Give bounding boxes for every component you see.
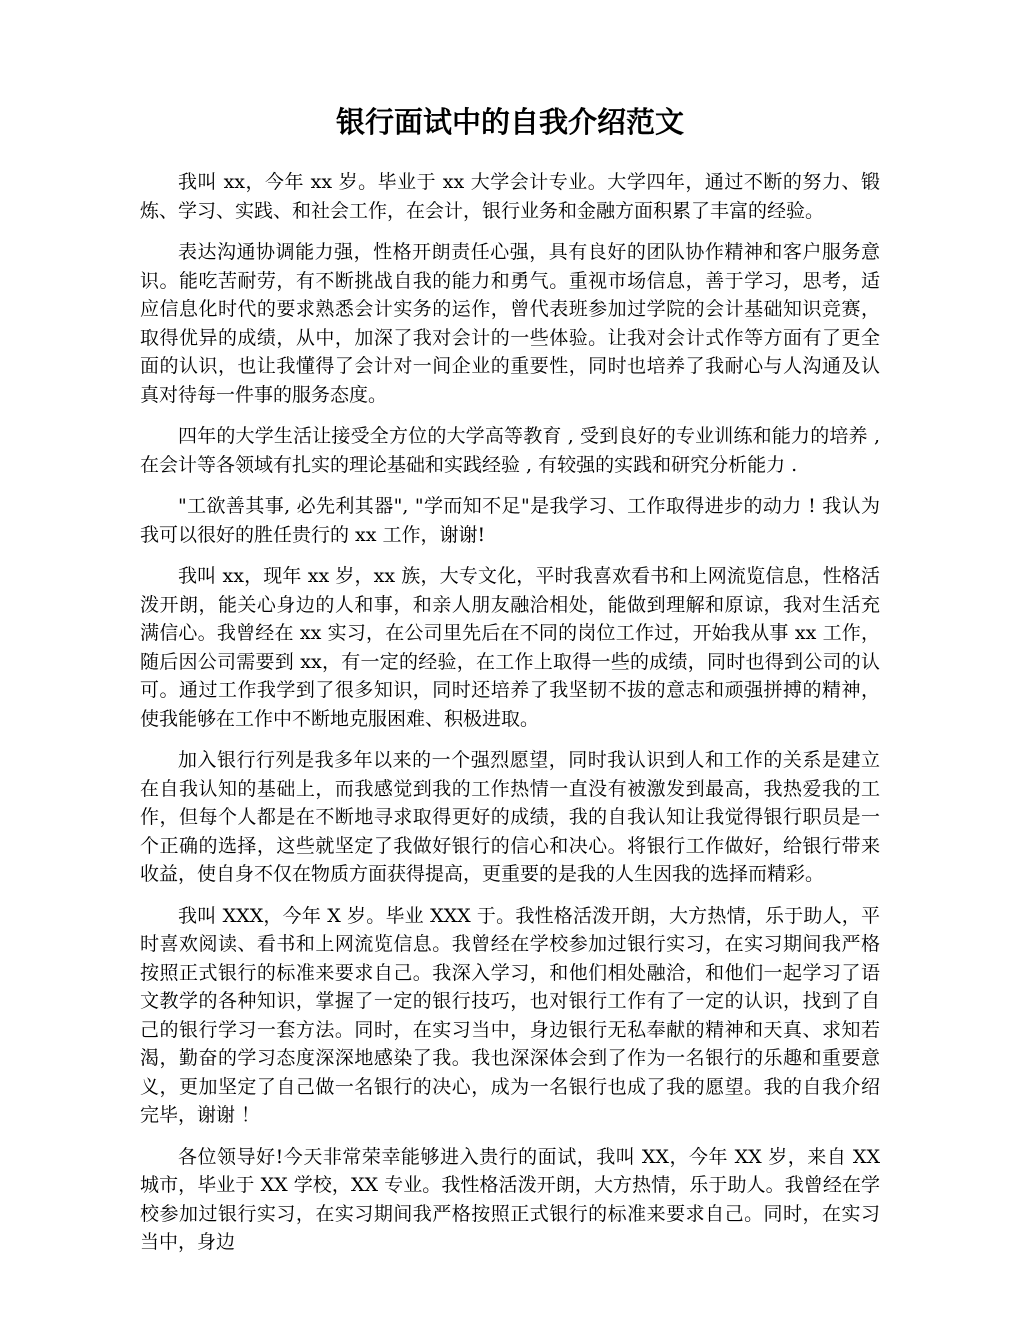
paragraph-skills: 表达沟通协调能力强，性格开朗责任心强，具有良好的团队协作精神和客户服务意识。能吃苦耐劳，有不断挑战自我的能力和勇气。重视市场信息，善于学习，思考，适应信息化时代的要求熟悉会计实务的运作，曾代表班参加过学院的会计基础知识竞赛，取得优异的成绩，从中，加深了我对会计的一些体验。让我对会计式作等方面有了更全面的认识，也让我懂得了会计对一间企业的重要性，同时也培养了我耐心与人沟通及认真对待每一件事的服务态度。 (140, 241, 880, 406)
document-title: 银行面试中的自我介绍范文 (335, 105, 684, 139)
paragraph-internship: 我叫 XXX，今年 X 岁。毕业 XXX 于。我性格活泼开朗，大方热情，乐于助人，平时喜欢阅读、看书和上网流览信息。我曾经在学校参加过银行实习，在实习期间我严格按照正式银行的标准来要求自己。我深入学习，和他们相处融洽，和他们一起学习了语文教学的各种知识，掌握了一定的银行技巧，也对银行工作有了一定的认识，找到了自己的银行学习一套方法。同时，在实习当中，身边银行无私奉献的精神和天真、求知若渴，勤奋的学习态度深深地感染了我。我也深深体会到了作为一名银行的乐趣和重要意义，更加坚定了自己做一名银行的决心，成为一名银行也成了我的愿望。我的自我介绍完毕，谢谢 ！ (140, 904, 880, 1126)
paragraph-education: 四年的大学生活让接受全方位的大学高等教育 , 受到良好的专业训练和能力的培养 , 在会计等各领域有扎实的理论基础和实践经验 , 有较强的实践和研究分析能力 . (140, 425, 880, 476)
paragraph-greeting: 各位领导好!今天非常荣幸能够进入贵行的面试，我叫 XX，今年 XX 岁，来自 XX 城市，毕业于 XX 学校，XX 专业。我性格活泼开朗，大方热情，乐于助人。我曾经在学校参加过银行实习，在实习期间我严格按照正式银行的标准来要求自己。同时，在实习当中，身边 (140, 1145, 880, 1253)
paragraph-aspiration: 加入银行行列是我多年以来的一个强烈愿望，同时我认识到人和工作的关系是建立在自我认知的基础上，而我感觉到我的工作热情一直没有被激发到最高，我热爱我的工作，但每个人都是在不断地寻求取得更好的成绩，我的自我认知让我觉得银行职员是一个正确的选择，这些就坚定了我做好银行的信心和决心。将银行工作做好，给银行带来收益，使自身不仅在物质方面获得提高，更重要的是我的人生因我的选择而精彩。 (140, 749, 880, 885)
paragraph-intro: 我叫 xx，今年 xx 岁。毕业于 xx 大学会计专业。大学四年，通过不断的努力、锻炼、学习、实践、和社会工作，在会计，银行业务和金融方面积累了丰富的经验。 (140, 171, 880, 222)
paragraph-experience: 我叫 xx，现年 xx 岁，xx 族，大专文化，平时我喜欢看书和上网流览信息，性格活泼开朗，能关心身边的人和事，和亲人朋友融洽相处，能做到理解和原谅，我对生活充满信心。我曾经在 xx 实习，在公司里先后在不同的岗位工作过，开始我从事 xx 工作，随后因公司需要到 xx，有一定的经验，在工作上取得一些的成绩，同时也得到公司的认可。通过工作我学到了很多知识，同时还培养了我坚韧不拔的意志和顽强拼搏的精神，使我能够在工作中不断地克服困难、积极进取。 (140, 565, 880, 730)
paragraph-motto: "工欲善其事, 必先利其器", "学而知不足"是我学习、工作取得进步的动力 ! 我认为我可以很好的胜任贵行的 xx 工作，谢谢! (140, 495, 880, 546)
